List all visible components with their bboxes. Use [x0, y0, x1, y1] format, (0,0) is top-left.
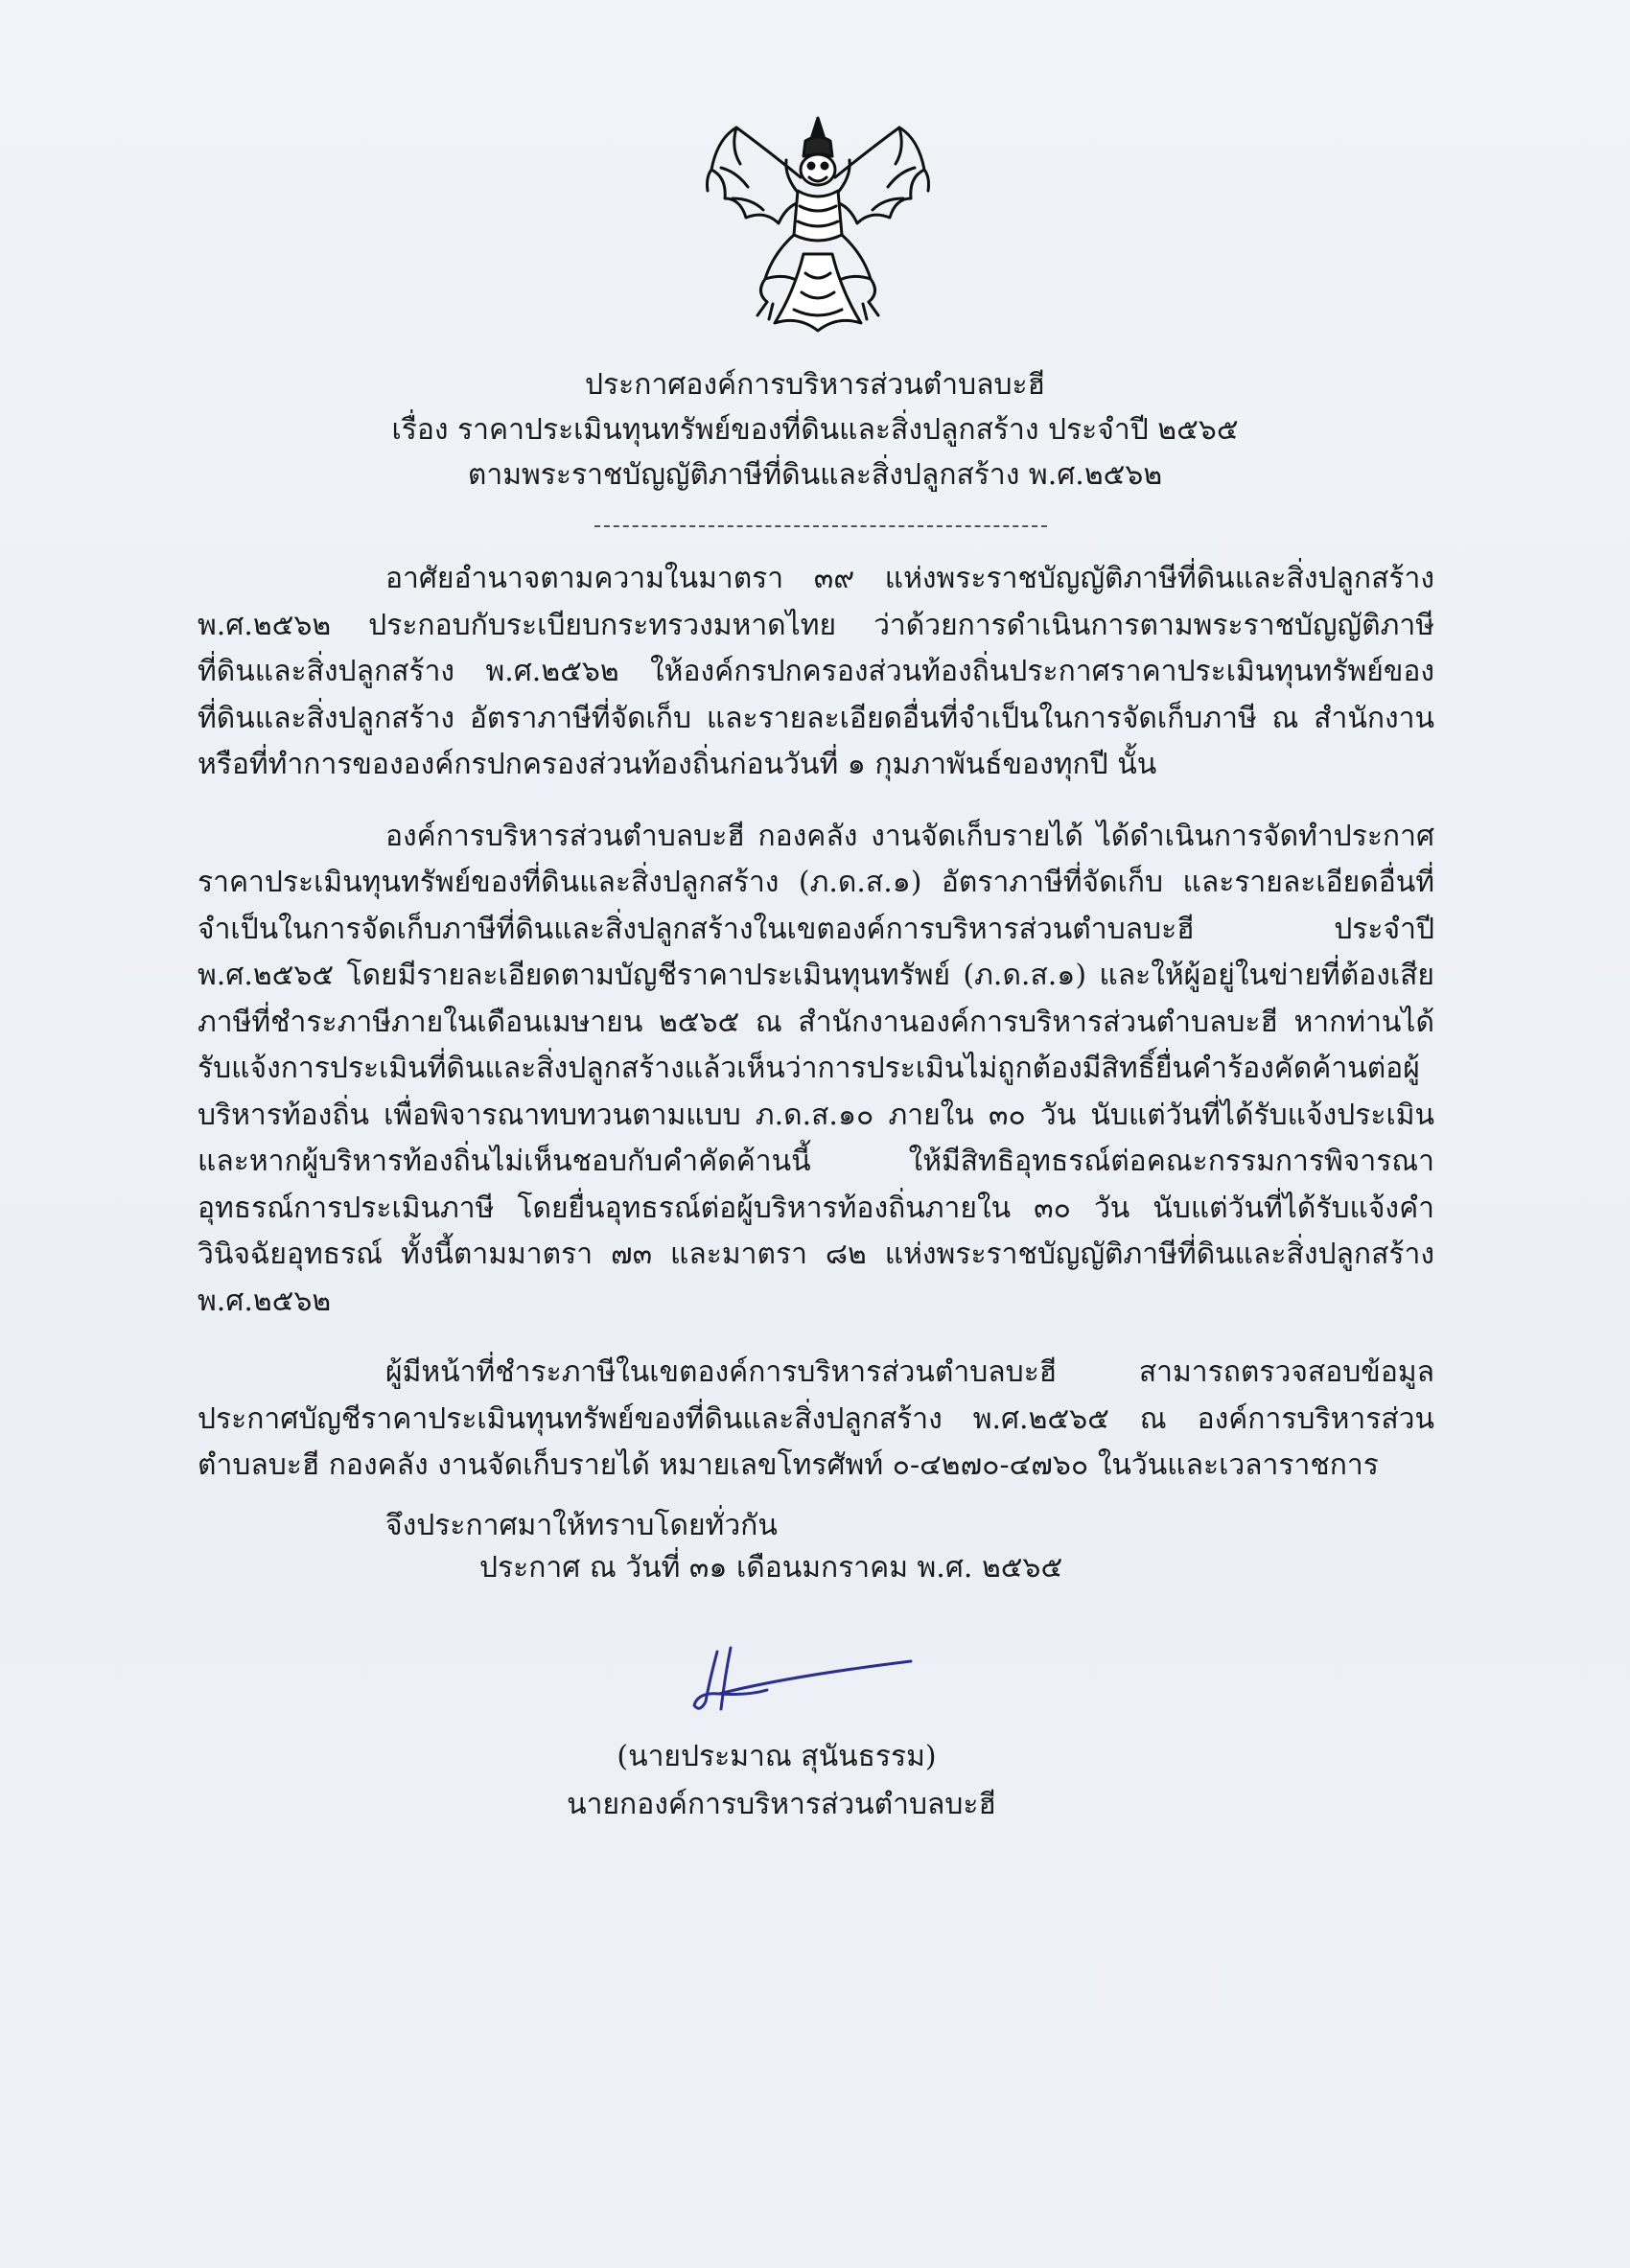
- body-paragraph-1: อาศัยอำนาจตามความในมาตรา ๓๙ แห่งพระราชบัญญัติภาษีที่ดินและสิ่งปลูกสร้าง พ.ศ.๒๕๖๒ ประกอบกับระเบียบกระทรวงมหาดไทย ว่าด้วยการดำเนินการตามพระราชบัญญัติภาษีที่ดินและสิ่งปลูกสร้าง พ.ศ.๒๕๖๒ ให้องค์กรปกครองส่วนท้องถิ่นประกาศราคาประเมินทุนทรัพย์ของที่ดินและสิ่งปลูกสร้าง อัตราภาษีที่จัดเก็บ และรายละเอียดอื่นที่จำเป็นในการจัดเก็บภาษี ณ สำนักงานหรือที่ทำการขององค์กรปกครองส่วนท้องถิ่นก่อนวันที่ ๑ กุมภาพันธ์ของทุกปี นั้น: [198, 562, 1434, 781]
- announcement-date: ประกาศ ณ วันที่ ๓๑ เดือนมกราคม พ.ศ. ๒๕๖๕: [479, 1551, 1063, 1585]
- body-paragraph-2: องค์การบริหารส่วนตำบลบะฮี กองคลัง งานจัดเก็บรายได้ ได้ดำเนินการจัดทำประกาศราคาประเมินทุนทรัพย์ของที่ดินและสิ่งปลูกสร้าง (ภ.ด.ส.๑) อัตราภาษีที่จัดเก็บ และรายละเอียดอื่นที่จำเป็นในการจัดเก็บภาษีที่ดินและสิ่งปลูกสร้างในเขตองค์การบริหารส่วนตำบลบะฮี ประจำปี พ.ศ.๒๕๖๕ โดยมีรายละเอียดตามบัญชีราคาประเมินทุนทรัพย์ (ภ.ด.ส.๑) และให้ผู้อยู่ในข่ายที่ต้องเสียภาษีที่ชำระภาษีภายในเดือนเมษายน ๒๕๖๕ ณ สำนักงานองค์การบริหารส่วนตำบลบะฮี หากท่านได้รับแจ้งการประเมินที่ดินและสิ่งปลูกสร้างแล้วเห็นว่าการประเมินไม่ถูกต้องมีสิทธิ์ยื่นคำร้องคัดค้านต่อผู้บริหารท้องถิ่น เพื่อพิจารณาทบทวนตามแบบ ภ.ด.ส.๑๐ ภายใน ๓๐ วัน นับแต่วันที่ได้รับแจ้งประเมิน และหากผู้บริหารท้องถิ่นไม่เห็นชอบกับคำคัดค้านนี้ ให้มีสิทธิอุทธรณ์ต่อคณะกรรมการพิจารณาอุทธรณ์การประเมินภาษี โดยยื่นอุทธรณ์ต่อผู้บริหารท้องถิ่นภายใน ๓๐ วัน นับแต่วันที่ได้รับแจ้งคำวินิจฉัยอุทธรณ์ ทั้งนี้ตามมาตรา ๗๓ และมาตรา ๘๒ แห่งพระราชบัญญัติภาษีที่ดินและสิ่งปลูกสร้าง พ.ศ.๒๕๖๒: [198, 819, 1434, 1318]
- signer-name: (นายประมาณ สุนันธรรม): [617, 1740, 937, 1773]
- announcement-header: [0, 362, 1630, 498]
- announcement-subject: เรื่อง ราคาประเมินทุนทรัพย์ของที่ดินและสิ่งปลูกสร้าง ประจำปี ๒๕๖๕: [391, 413, 1239, 447]
- header-divider: [594, 525, 1047, 527]
- handwritten-signature: [671, 1634, 920, 1740]
- announcement-issuer: ประกาศองค์การบริหารส่วนตำบลบะฮี: [585, 368, 1045, 402]
- signer-position: นายกองค์การบริหารส่วนตำบลบะฮี: [567, 1788, 996, 1821]
- signer-block: [0, 1733, 1630, 1829]
- closing-statement: จึงประกาศมาให้ทราบโดยทั่วกัน: [385, 1509, 778, 1542]
- garuda-emblem: [698, 110, 938, 340]
- announcement-legal-basis: ตามพระราชบัญญัติภาษีที่ดินและสิ่งปลูกสร้าง พ.ศ.๒๕๖๒: [467, 458, 1163, 492]
- body-paragraph-3: ผู้มีหน้าที่ชำระภาษีในเขตองค์การบริหารส่วนตำบลบะฮี สามารถตรวจสอบข้อมูลประกาศบัญชีราคาประเมินทุนทรัพย์ของที่ดินและสิ่งปลูกสร้าง พ.ศ.๒๕๖๕ ณ องค์การบริหารส่วนตำบลบะฮี กองคลัง งานจัดเก็บรายได้ หมายเลขโทรศัพท์ ๐-๔๒๗๐-๔๗๖๐ ในวันและเวลาราชการ: [198, 1355, 1434, 1482]
- announcement-body: [198, 556, 1434, 1515]
